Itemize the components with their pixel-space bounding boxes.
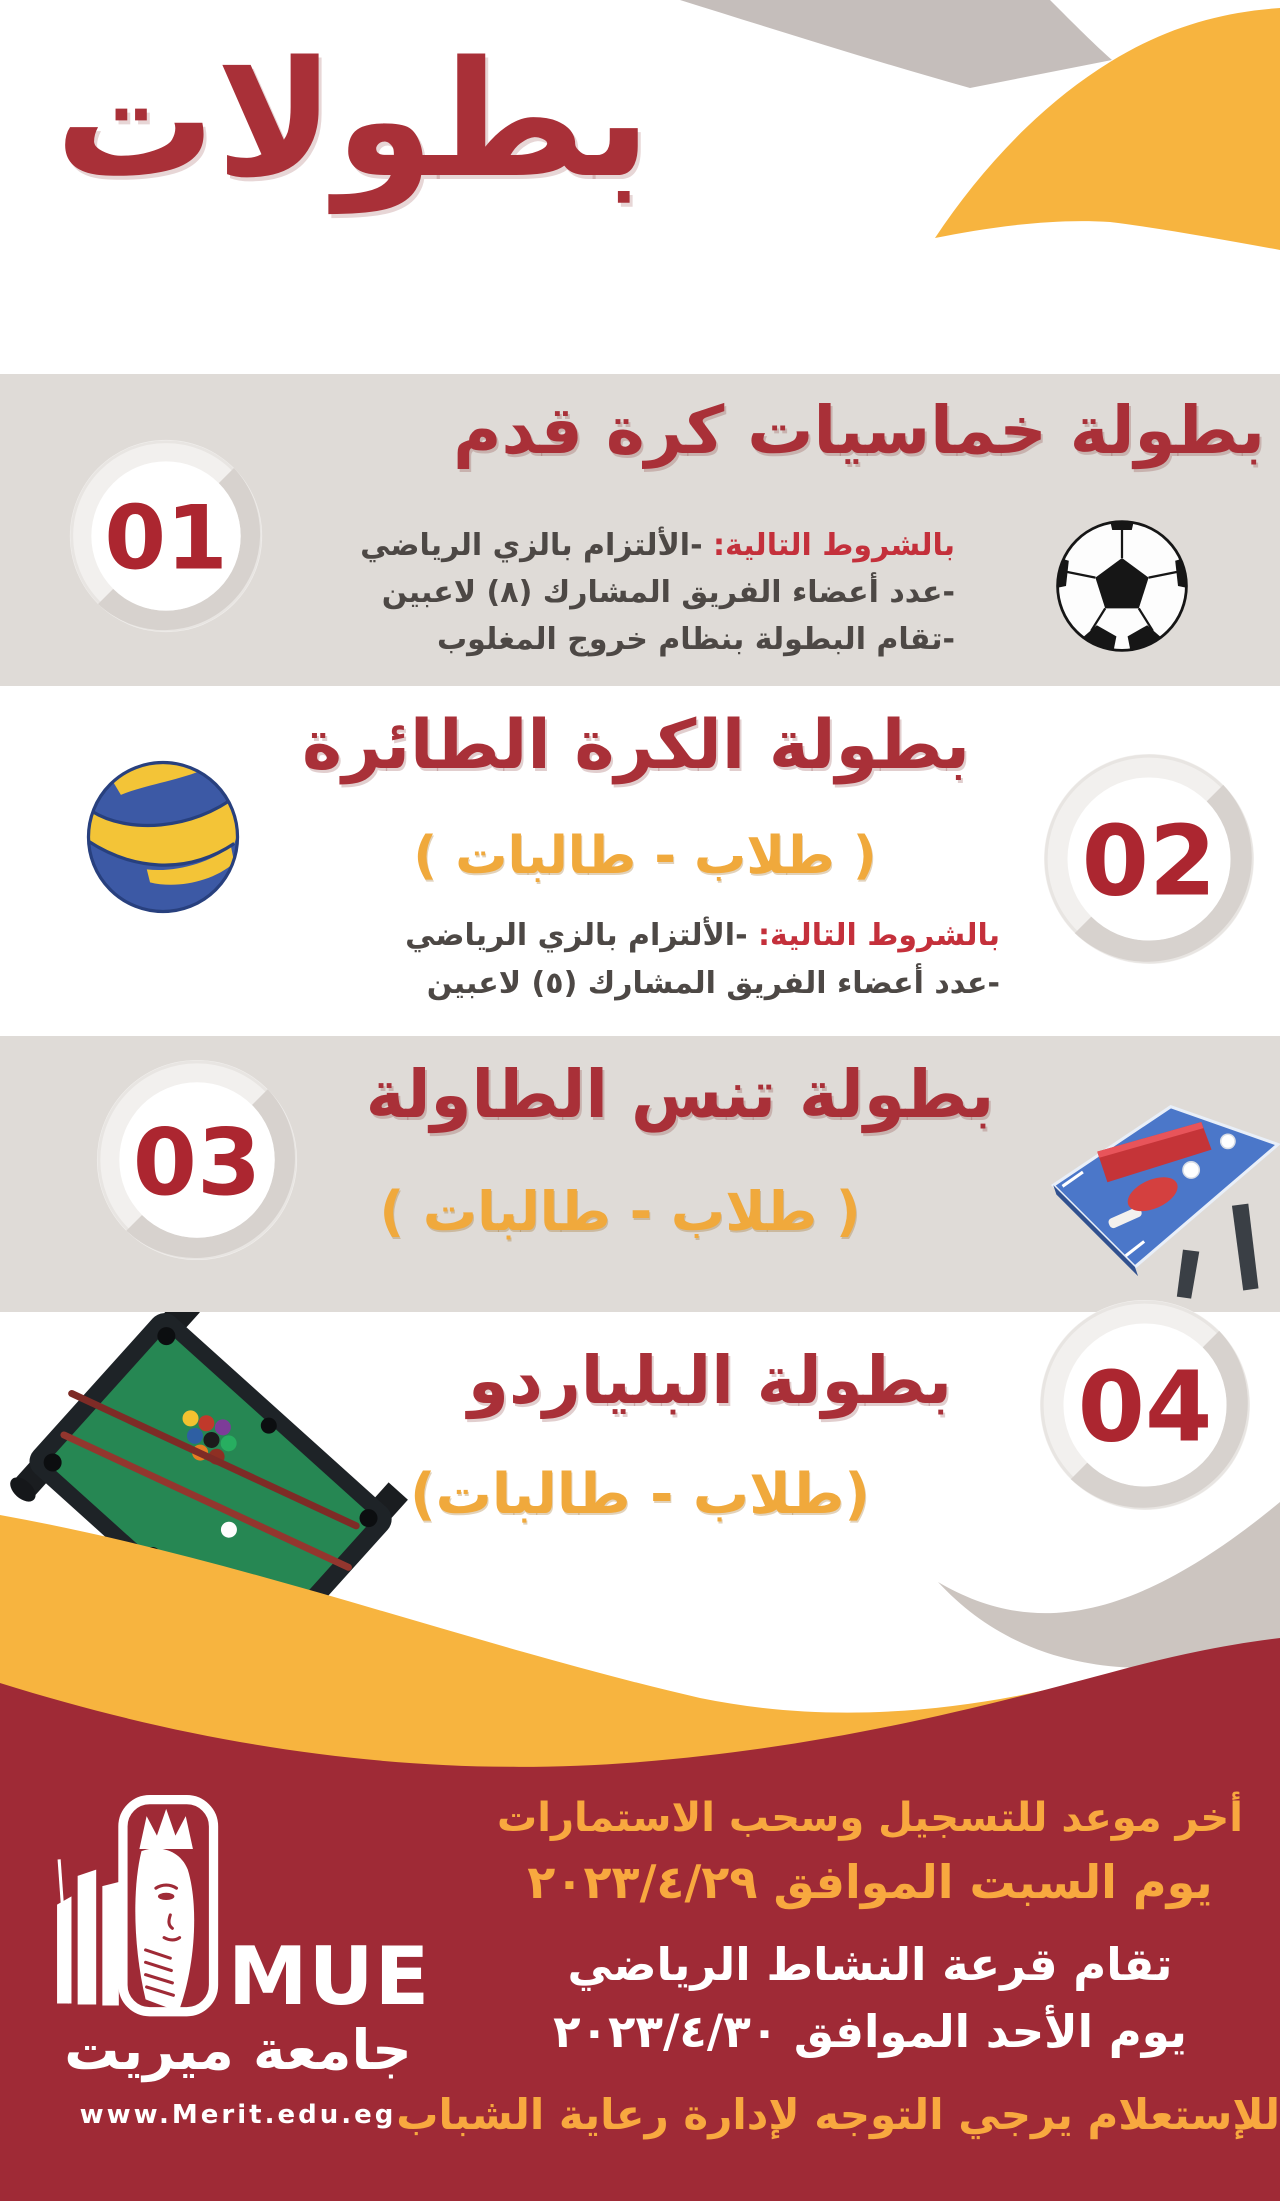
section-number: 04 [1077, 1350, 1213, 1464]
number-badge-03 [95, 1058, 299, 1262]
section-1-conditions [360, 522, 955, 663]
table-tennis-icon [1038, 1088, 1280, 1303]
gray-wave-shape [938, 1502, 1280, 1668]
section-number: 02 [1081, 804, 1217, 918]
university-name-arabic: جامعة ميريت [64, 2018, 412, 2082]
conditions-line [360, 522, 955, 569]
conditions-label: بالشروط التالية: [758, 918, 1000, 953]
header-corner-decoration [680, 0, 1280, 300]
conditions-inline: -الألتزام بالزي الرياضي [405, 918, 748, 953]
university-acronym: MUE [228, 1930, 431, 2023]
conditions-label: بالشروط التالية: [713, 528, 955, 563]
gray-swoosh-shape [680, 0, 1112, 88]
footer-wave-decoration [0, 1440, 1280, 1810]
number-badge-01 [68, 438, 264, 634]
section-number: 01 [104, 486, 228, 590]
university-logo [55, 1792, 230, 2042]
conditions-line: -عدد أعضاء الفريق المشارك (٥) لاعبين [426, 966, 1000, 1001]
section-2-conditions [405, 912, 1000, 1008]
conditions-inline: -الألتزام بالزي الرياضي [360, 528, 703, 563]
poster-title: بطولات [55, 26, 652, 213]
conditions-line: -عدد أعضاء الفريق المشارك (٨) لاعبين [381, 575, 955, 610]
section-3-title: بطولة تنس الطاولة [365, 1056, 995, 1133]
section-3-subtitle: ( طلاب - طالبات ) [379, 1180, 861, 1243]
section-2-subtitle: ( طلاب - طالبات ) [413, 826, 877, 886]
conditions-line [405, 912, 1000, 960]
football-icon [1052, 516, 1192, 656]
conditions-line: -تقام البطولة بنظام خروج المغلوب [437, 622, 955, 657]
section-4-subtitle: (طلاب - طالبات) [410, 1462, 870, 1527]
section-1-title: بطولة خماسيات كرة قدم [453, 392, 1265, 469]
registration-deadline-line2: يوم السبت الموافق ٢٠٢٣/٤/٢٩ [527, 1855, 1213, 1909]
sports-draw-line1: تقام قرعة النشاط الرياضي [567, 1938, 1173, 1991]
inquiry-line: للإستعلام يرجي التوجه لإدارة رعاية الشباب [396, 2090, 1280, 2139]
number-badge-02 [1042, 752, 1256, 966]
section-number: 03 [132, 1108, 262, 1216]
section-4-title: بطولة البلياردو [467, 1342, 953, 1419]
university-website: www.Merit.edu.eg [79, 2100, 397, 2130]
section-2-title: بطولة الكرة الطائرة [302, 706, 970, 785]
volleyball-icon [82, 756, 244, 918]
registration-deadline-line1: أخر موعد للتسجيل وسحب الاستمارات [497, 1795, 1243, 1841]
sports-draw-line2: يوم الأحد الموافق ٢٠٢٣/٤/٣٠ [553, 2005, 1187, 2058]
